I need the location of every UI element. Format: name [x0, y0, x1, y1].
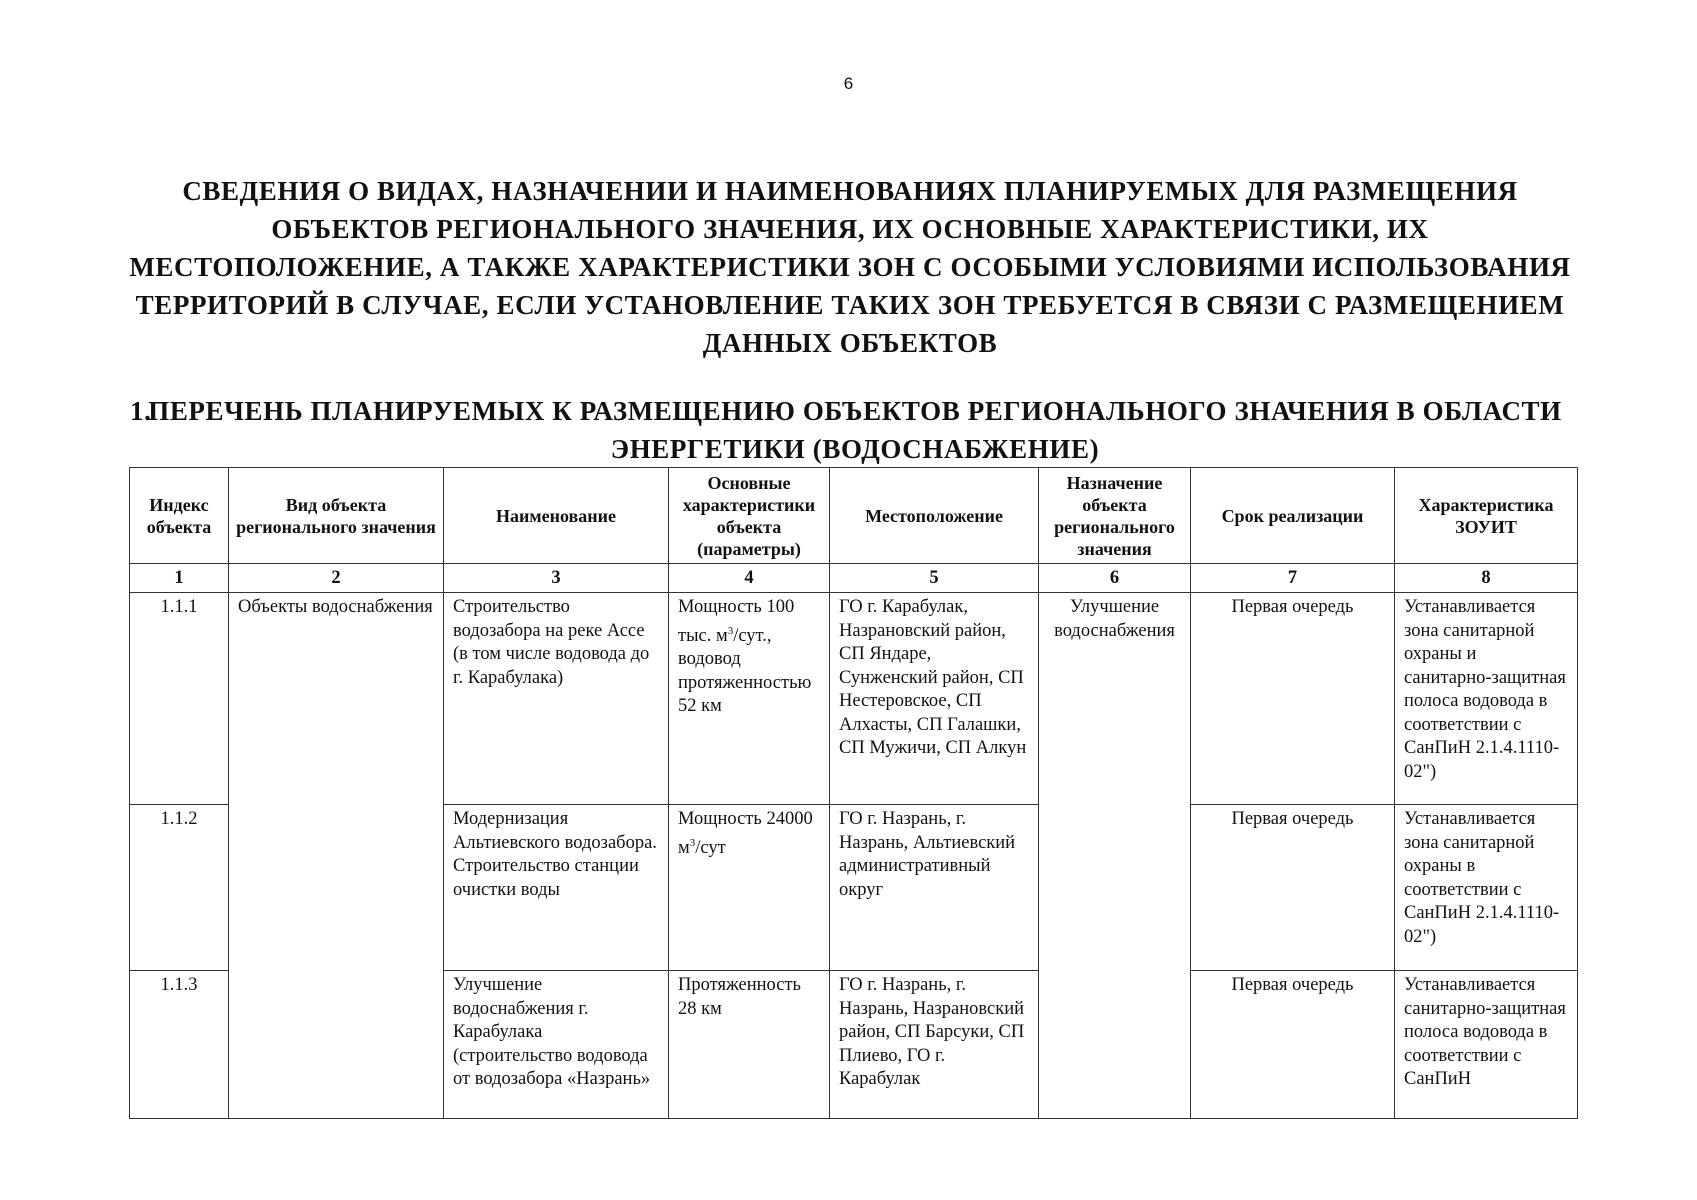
row-name: Модернизация Альтиевского водозабора. Строительство станции очистки воды — [444, 805, 669, 971]
header-zone: Характеристика ЗОУИТ — [1395, 468, 1578, 564]
column-number-row — [130, 564, 1578, 593]
row-term: Первая очередь — [1191, 805, 1395, 971]
page-number: 6 — [843, 74, 854, 93]
row-location: ГО г. Назрань, г. Назрань, Назрановский район, СП Барсуки, СП Плиево, ГО г. Карабулак — [830, 971, 1039, 1119]
section-number: 1. — [130, 396, 152, 426]
header-location: Местоположение — [830, 468, 1039, 564]
section-title: ПЕРЕЧЕНЬ ПЛАНИРУЕМЫХ К РАЗМЕЩЕНИЮ ОБЪЕКТОВ РЕГИОНАЛЬНОГО ЗНАЧЕНИЯ В ОБЛАСТИ ЭНЕРГЕТИКИ (ВОДОСНАБЖЕНИЕ) — [148, 396, 1562, 464]
header-object-type: Вид объекта регионального значения — [229, 468, 444, 564]
header-name: Наименование — [444, 468, 669, 564]
column-number: 5 — [830, 564, 1039, 593]
row-name: Улучшение водоснабжения г. Карабулака (строительство водовода от водозабора «Назрань» — [444, 971, 669, 1119]
table-row — [130, 593, 1578, 805]
row-index: 1.1.1 — [130, 593, 229, 805]
column-number: 2 — [229, 564, 444, 593]
header-term: Срок реализации — [1191, 468, 1395, 564]
table-header-row — [130, 468, 1578, 564]
header-purpose: Назначение объекта регионального значения — [1039, 468, 1191, 564]
column-number: 8 — [1395, 564, 1578, 593]
row-location: ГО г. Назрань, г. Назрань, Альтиевский административный округ — [830, 805, 1039, 971]
row-index: 1.1.2 — [130, 805, 229, 971]
column-number: 1 — [130, 564, 229, 593]
header-index: Индекс объекта — [130, 468, 229, 564]
row-params: Мощность 24000 $м^3$/сут — [669, 805, 830, 971]
row-zone: Устанавливается зона санитарной охраны в соответствии с СанПиН 2.1.4.1110-02") — [1395, 805, 1578, 971]
purpose-cell: Улучшение водоснабжения — [1039, 593, 1191, 1119]
row-term: Первая очередь — [1191, 593, 1395, 805]
column-number: 4 — [669, 564, 830, 593]
row-zone: Устанавливается санитарно-защитная полоса водовода в соответствии с СанПиН — [1395, 971, 1578, 1119]
section-heading — [130, 392, 1580, 468]
page-title: СВЕДЕНИЯ О ВИДАХ, НАЗНАЧЕНИИ И НАИМЕНОВАНИЯХ ПЛАНИРУЕМЫХ ДЛЯ РАЗМЕЩЕНИЯ ОБЪЕКТОВ РЕГИОНАЛЬНОГО ЗНАЧЕНИЯ, ИХ ОСНОВНЫЕ ХАРАКТЕРИСТИКИ, ИХ МЕСТОПОЛОЖЕНИЕ, А ТАКЖЕ ХАРАКТЕРИСТИКИ ЗОН С ОСОБЫМИ УСЛОВИЯМИ ИСПОЛЬЗОВАНИЯ ТЕРРИТОРИЙ В СЛУЧАЕ, ЕСЛИ УСТАНОВЛЕНИЕ ТАКИХ ЗОН ТРЕБУЕТСЯ В СВЯЗИ С РАЗМЕЩЕНИЕМ ДАННЫХ ОБЪЕКТОВ — [129, 176, 1571, 358]
row-params: Протяженность 28 км — [669, 971, 830, 1119]
row-index: 1.1.3 — [130, 971, 229, 1119]
column-number: 7 — [1191, 564, 1395, 593]
row-params: Мощность 100 тыс. $м^3$/сут., водовод протяженностью 52 км — [669, 593, 830, 805]
row-zone: Устанавливается зона санитарной охраны и санитарно-защитная полоса водовода в соответствии с СанПиН 2.1.4.1110-02") — [1395, 593, 1578, 805]
row-name: Строительство водозабора на реке Ассе (в том числе водовода до г. Карабулака) — [444, 593, 669, 805]
row-location: ГО г. Карабулак, Назрановский район, СП Яндаре, Сунженский район, СП Нестеровское, СП Алхасты, СП Галашки, СП Мужичи, СП Алкун — [830, 593, 1039, 805]
objects-table — [129, 467, 1578, 1119]
column-number: 3 — [444, 564, 669, 593]
row-term: Первая очередь — [1191, 971, 1395, 1119]
column-number: 6 — [1039, 564, 1191, 593]
header-params: Основные характеристики объекта (параметры) — [669, 468, 830, 564]
object-type-cell: Объекты водоснабжения — [229, 593, 444, 1119]
